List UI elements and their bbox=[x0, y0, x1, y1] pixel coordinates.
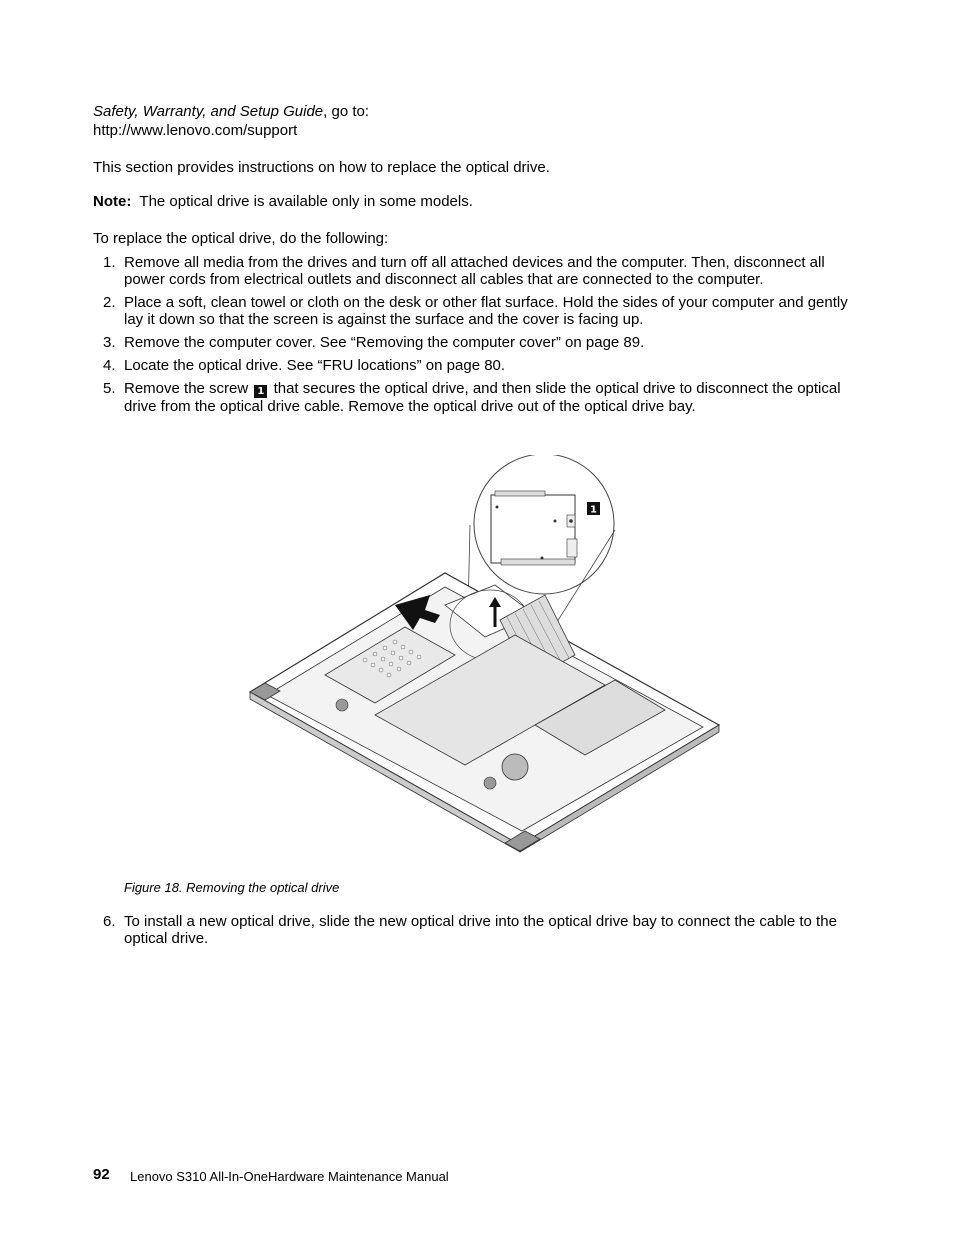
support-url[interactable]: http://www.lenovo.com/support bbox=[93, 122, 298, 139]
step-text: Locate the optical drive. See “FRU locations” on page 80. bbox=[124, 357, 506, 374]
intro-guide-line bbox=[93, 103, 369, 120]
footer-title: Lenovo S310 All-In-OneHardware Maintenance Manual bbox=[130, 1169, 449, 1184]
step-2 bbox=[103, 294, 853, 328]
note-text: The optical drive is available only in some models. bbox=[139, 193, 473, 210]
step-4 bbox=[103, 357, 853, 374]
step-number: 6. bbox=[103, 913, 116, 930]
section-description: This section provides instructions on how to replace the optical drive. bbox=[93, 159, 550, 176]
step-number: 1. bbox=[103, 254, 116, 271]
step-6 bbox=[103, 913, 853, 953]
step-text: To install a new optical drive, slide the new optical drive into the optical drive bay to connect the cable to the optical drive. bbox=[124, 913, 837, 947]
step-text-before: Remove the screw bbox=[124, 380, 249, 397]
step-5 bbox=[103, 380, 853, 415]
step-text: Place a soft, clean towel or cloth on the desk or other flat surface. Hold the sides of your computer and gently lay it down so that the screen is against the surface and the cover is facing up. bbox=[124, 294, 848, 328]
guide-name: Safety, Warranty, and Setup Guide bbox=[93, 103, 324, 120]
callout-badge: 1 bbox=[254, 385, 267, 398]
step-number: 5. bbox=[103, 380, 116, 397]
computer-illustration bbox=[250, 573, 719, 852]
note bbox=[93, 193, 473, 210]
step-number: 3. bbox=[103, 334, 116, 351]
step-text-after: that secures the optical drive, and then slide the optical drive to disconnect the optical drive from the optical drive cable. Remove the optical drive out of the optical drive bay. bbox=[124, 380, 841, 415]
note-label: Note: bbox=[93, 193, 132, 210]
page-number: 92 bbox=[93, 1166, 110, 1183]
goto-text: , go to: bbox=[323, 103, 370, 120]
step-text: Remove all media from the drives and turn off all attached devices and the computer. Then, disconnect all power cords from electrical outlets and disconnect all cables that are connected to the computer. bbox=[124, 254, 825, 288]
step-3 bbox=[103, 334, 853, 351]
procedure-intro: To replace the optical drive, do the following: bbox=[93, 230, 389, 247]
figure-callout-label: 1 bbox=[590, 504, 597, 516]
step-number: 4. bbox=[103, 357, 116, 374]
steps-list bbox=[103, 254, 853, 421]
step-number: 2. bbox=[103, 294, 116, 311]
step-text: Remove the computer cover. See “Removing the computer cover” on page 89. bbox=[124, 334, 645, 351]
figure-caption: Figure 18. Removing the optical drive bbox=[124, 880, 340, 895]
step-text bbox=[124, 380, 853, 415]
optical-drive-removal-figure bbox=[245, 455, 725, 855]
step-1 bbox=[103, 254, 853, 288]
